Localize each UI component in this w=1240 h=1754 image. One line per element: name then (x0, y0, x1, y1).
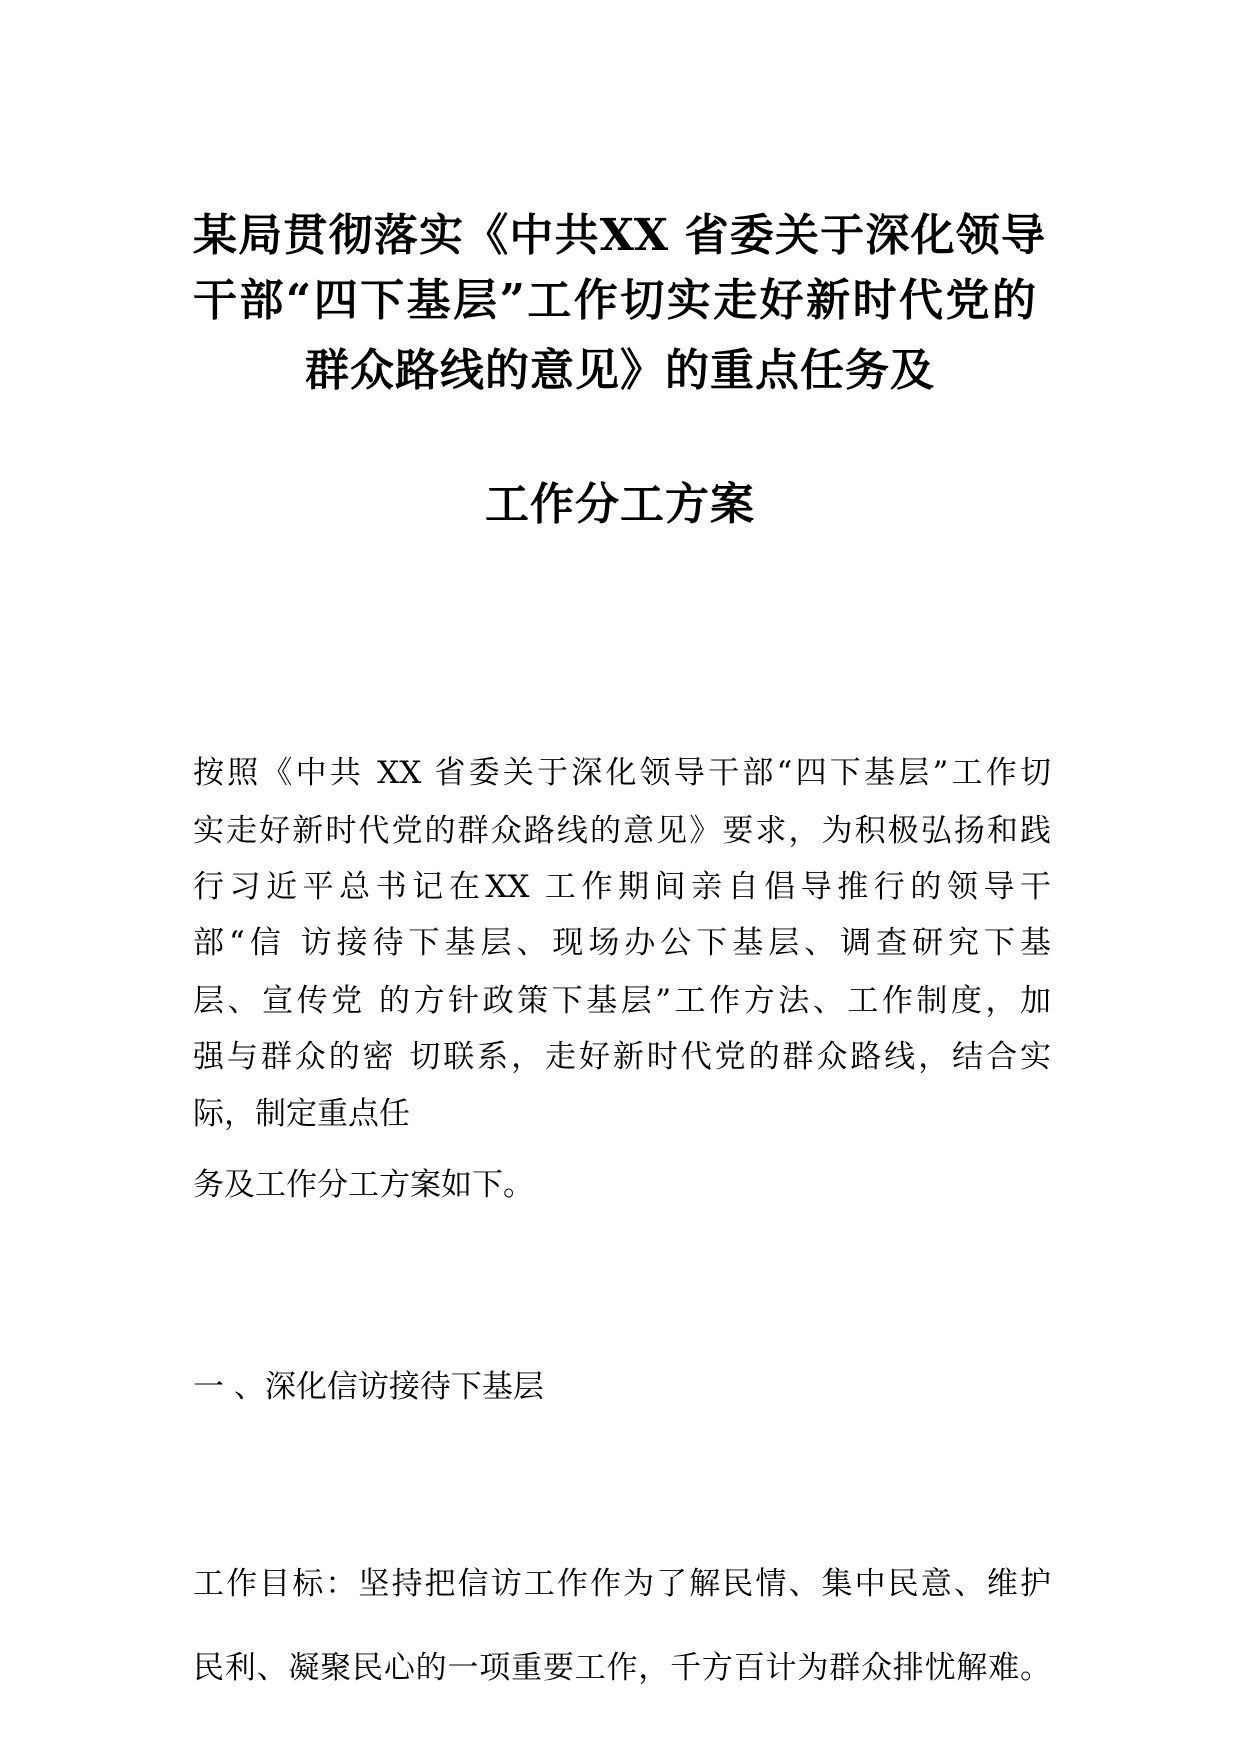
work-goal-line: 工作目标：坚持把信访工作作为了解民情、集中民意、维护 (193, 1566, 1051, 1602)
section-heading: 一 、深化信访接待下基层 (193, 1369, 544, 1405)
intro-paragraph-line: 强与群众的密 切联系，走好新时代党的群众路线，结合实 (193, 1039, 1051, 1075)
intro-paragraph-line: 实走好新时代党的群众路线的意见》要求，为积极弘扬和践 (193, 813, 1051, 849)
intro-paragraph-line: 际，制定重点任 (193, 1096, 410, 1132)
intro-paragraph-continuation: 务及工作分工方案如下。 (193, 1167, 534, 1203)
intro-paragraph-line: 按照《中共 XX 省委关于深化领导干部“四下基层”工作切 (193, 755, 1051, 791)
document-title-line: 干部“四下基层”工作切实走好新时代党的 (193, 275, 1036, 326)
document-title-line: 某局贯彻落实《中共XX 省委关于深化领导 (193, 210, 1045, 261)
intro-paragraph-line: 部“信 访接待下基层、现场办公下基层、调查研究下基 (193, 925, 1051, 961)
document-title-line: 工作分工方案 (485, 479, 755, 530)
intro-paragraph-line: 行习近平总书记在XX 工作期间亲自倡导推行的领导干 (193, 869, 1051, 905)
intro-paragraph-line: 层、宣传党 的方针政策下基层”工作方法、工作制度，加 (193, 983, 1051, 1019)
document-title-line: 群众路线的意见》的重点任务及 (305, 345, 935, 396)
work-goal-line: 民利、凝聚民心的一项重要工作，千方百计为群众排忧解难。 (193, 1650, 1051, 1686)
